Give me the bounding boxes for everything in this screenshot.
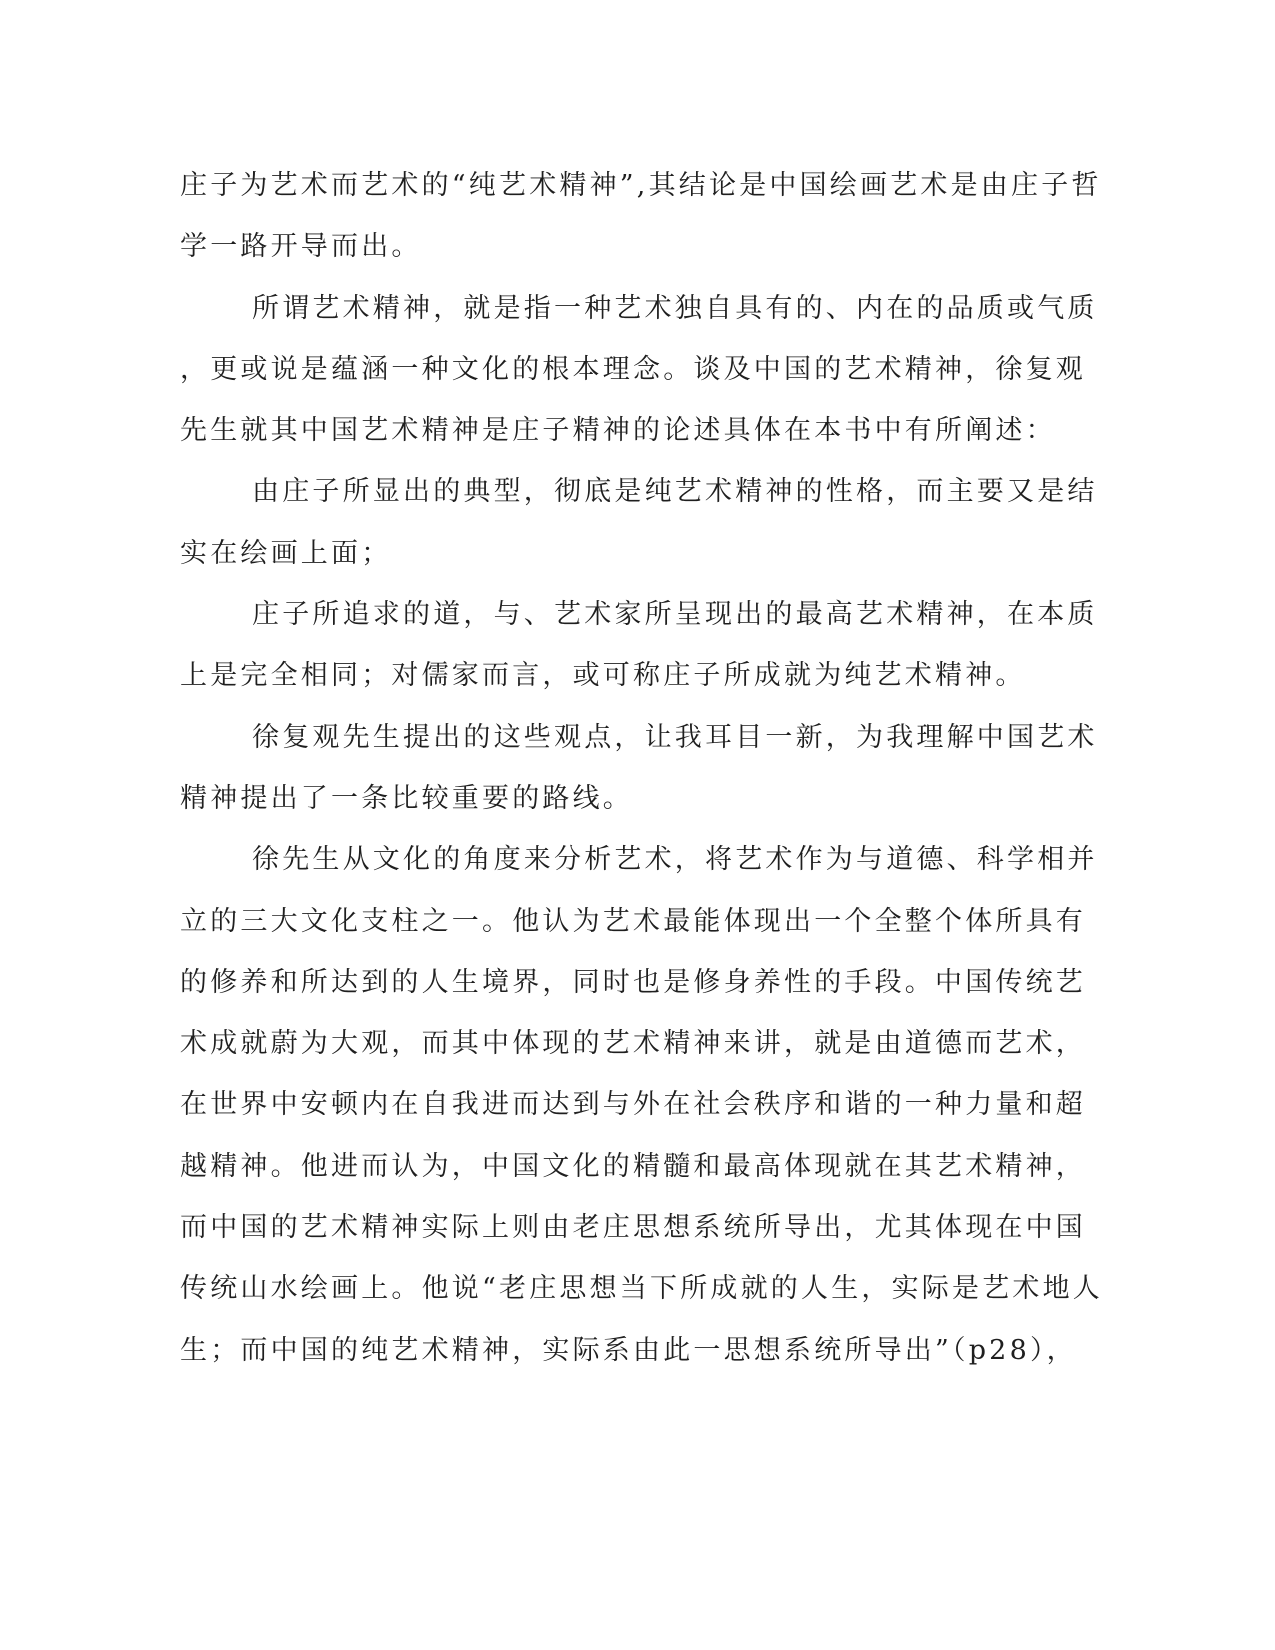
text-line: 庄子为艺术而艺术的“纯艺术精神”,其结论是中国绘画艺术是由庄子哲 <box>180 170 1102 201</box>
text-line: 的修养和所达到的人生境界，同时也是修身养性的手段。中国传统艺 <box>180 966 1086 998</box>
text-line: 精神提出了一条比较重要的路线。 <box>180 782 633 814</box>
paragraph-start-line: 庄子所追求的道，与、艺术家所呈现出的最高艺术精神，在本质 <box>252 599 1098 631</box>
text-line: 越精神。他进而认为，中国文化的精髓和最高体现就在其艺术精神， <box>180 1150 1086 1182</box>
paragraph-start-line: 由庄子所显出的典型，彻底是纯艺术精神的性格，而主要又是结 <box>252 476 1098 508</box>
text-line: 学一路开导而出。 <box>180 231 422 263</box>
text-line: 生；而中国的纯艺术精神，实际系由此一思想系统所导出”（p28）， <box>180 1334 1077 1366</box>
text-line: 立的三大文化支柱之一。他认为艺术最能体现出一个全整个体所具有 <box>180 905 1086 937</box>
paragraph-start-line: 徐复观先生提出的这些观点，让我耳目一新，为我理解中国艺术 <box>252 721 1098 753</box>
text-line: 术成就蔚为大观，而其中体现的艺术精神来讲，就是由道德而艺术， <box>180 1028 1086 1060</box>
text-line: 在世界中安顿内在自我进而达到与外在社会秩序和谐的一种力量和超 <box>180 1089 1086 1121</box>
text-line: 而中国的艺术精神实际上则由老庄思想系统所导出，尤其体现在中国 <box>180 1212 1086 1244</box>
text-line: ，更或说是蕴涵一种文化的根本理念。谈及中国的艺术精神，徐复观 <box>180 353 1086 385</box>
text-line: 先生就其中国艺术精神是庄子精神的论述具体在本书中有所阐述： <box>180 415 1056 447</box>
paragraph-start-line: 徐先生从文化的角度来分析艺术，将艺术作为与道德、科学相并 <box>252 844 1098 876</box>
text-line: 实在绘画上面； <box>180 537 392 569</box>
text-line: 传统山水绘画上。他说“老庄思想当下所成就的人生，实际是艺术地人 <box>180 1273 1104 1305</box>
paragraph-start-line: 所谓艺术精神，就是指一种艺术独自具有的、内在的品质或气质 <box>252 292 1098 324</box>
text-line: 上是完全相同；对儒家而言，或可称庄子所成就为纯艺术精神。 <box>180 660 1026 692</box>
body-text <box>180 155 1104 1381</box>
